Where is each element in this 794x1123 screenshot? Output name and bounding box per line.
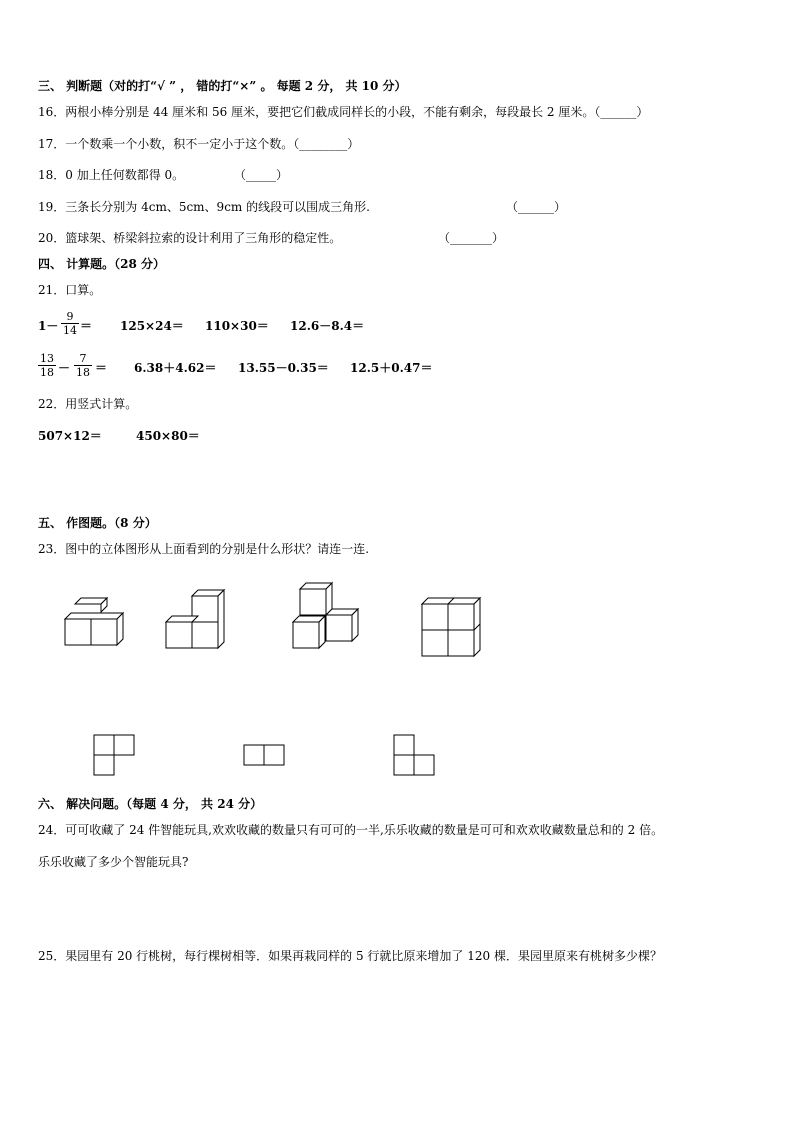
question-17: 17．一个数乘一个小数，积不一定小于这个数。（________） <box>38 137 360 151</box>
section-3-title: 三、 判断题（对的打“√ ” ， 错的打“×” 。 每题 2 分， 共 10 分） <box>38 79 407 93</box>
question-21-title: 21．口算。 <box>38 283 102 297</box>
calc-7: 13.55－0.35＝ <box>238 361 329 375</box>
vertical-calc-2: 450×80＝ <box>136 429 200 443</box>
section-5-title: 五、 作图题。（8 分） <box>38 516 157 530</box>
question-24-line-2: 乐乐收藏了多少个智能玩具? <box>38 855 189 869</box>
calc-1-prefix: 1－ <box>38 319 59 333</box>
section-6-title: 六、 解决问题。（每题 4 分， 共 24 分） <box>38 797 263 811</box>
question-18: 18．0 加上任何数都得 0。 <box>38 168 185 182</box>
calc-2: 125×24＝ <box>120 319 184 333</box>
calc-1-fraction <box>61 310 79 337</box>
calc-5-eq: ＝ <box>95 361 108 375</box>
question-19-blank[interactable]: （______） <box>506 200 567 214</box>
top-view-shape-2 <box>243 744 287 768</box>
vertical-calc-1: 507×12＝ <box>38 429 102 443</box>
question-23: 23．图中的立体图形从上面看到的分别是什么形状？请连一连. <box>38 542 370 556</box>
question-16: 16．两根小棒分别是 44 厘米和 56 厘米，要把它们截成同样长的小段，不能有剩余，每段最长 2 厘米。（______） <box>38 105 649 119</box>
question-18-blank[interactable]: （_____） <box>234 168 289 182</box>
cube-figure-1 <box>60 598 130 650</box>
calc-5-frac1-den: 18 <box>40 366 54 379</box>
calc-6: 6.38＋4.62＝ <box>134 361 217 375</box>
calc-8: 12.5＋0.47＝ <box>350 361 433 375</box>
cube-figure-4 <box>418 594 488 660</box>
cube-figure-3 <box>290 580 365 652</box>
calc-5-frac2-num: 7 <box>74 352 92 366</box>
calc-4: 12.6－8.4＝ <box>290 319 365 333</box>
question-22-title: 22．用竖式计算。 <box>38 397 138 411</box>
cube-figure-2 <box>162 588 232 652</box>
question-24-line-1: 24．可可收藏了 24 件智能玩具,欢欢收藏的数量只有可可的一半,乐乐收藏的数量是可可和欢欢收藏数量总和的 2 倍。 <box>38 823 664 837</box>
question-19: 19．三条长分别为 4cm、5cm、9cm 的线段可以围成三角形. <box>38 200 370 214</box>
calc-5-frac1-num: 13 <box>40 352 54 365</box>
calc-1-frac-den: 14 <box>63 324 77 337</box>
calc-5-frac2-den: 18 <box>76 366 90 379</box>
top-view-shape-3 <box>393 734 437 778</box>
calc-1-eq: ＝ <box>80 319 93 333</box>
calc-5-fraction-1 <box>38 352 56 379</box>
calc-5-fraction-2 <box>74 352 92 379</box>
question-20-blank[interactable]: （_______） <box>438 231 505 245</box>
section-4-title: 四、 计算题。（28 分） <box>38 257 166 271</box>
question-20: 20．篮球架、桥梁斜拉索的设计利用了三角形的稳定性。 <box>38 231 342 245</box>
calc-1-frac-num: 9 <box>61 310 79 324</box>
calc-3: 110×30＝ <box>205 319 269 333</box>
calc-5-minus: － <box>58 361 71 375</box>
top-view-shape-1 <box>93 734 137 778</box>
question-25: 25．果园里有 20 行桃树，每行棵树相等．如果再栽同样的 5 行就比原来增加了 120 棵．果园里原来有桃树多少棵？ <box>38 949 662 963</box>
